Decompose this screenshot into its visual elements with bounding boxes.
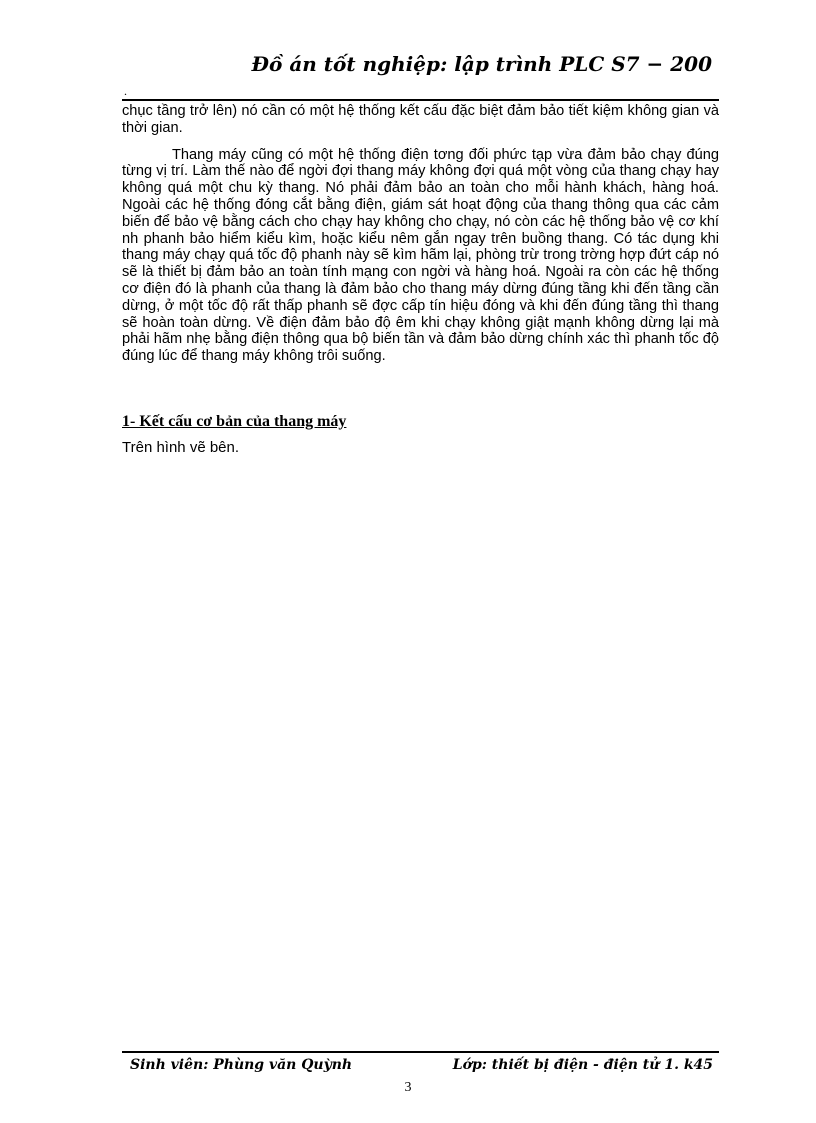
header-title: Đồ án tốt nghiệp: lập trình PLC S7 − 200 [251, 52, 712, 76]
section-heading: 1- Kết cấu cơ bản của thang máy [122, 413, 347, 430]
footer-student: Sinh viên: Phùng văn Quỳnh [130, 1057, 353, 1073]
header-dot: . [124, 84, 127, 98]
footer-rule [122, 1051, 719, 1053]
paragraph-2: Thang máy cũng có một hệ thống điện tơng đối phức tạp vừa đảm bảo chạy đúng từng vị trí. Làm thế nào để ngời đợi thang máy không đợi quá một vòng của thang chạy hay không quá một chu kỳ thang. Nó phải đảm bảo an toàn cho mỗi hành khách, hàng hoá. Ngoài các hệ thống đóng cắt bằng điện, giám sát hoạt động của thang thông qua các cảm biến để bảo vệ bằng cách cho chạy hay không cho chạy, nó còn các hệ thống bảo vệ cơ khí nh phanh bảo hiểm kiểu kìm, hoặc kiểu nêm gắn ngay trên buồng thang. Có tác dụng khi thang máy chạy quá tốc độ phanh này sẽ kìm hãm lại, phòng trừ trong trờng hợp đứt cáp nó sẽ là thiết bị đảm bảo an toàn tính mạng con ngời và hàng hoá. Ngoài ra còn các hệ thống cơ điện đó là phanh của thang là đảm bảo cho thang máy dừng đúng tầng khi đến tầng cần dừng, ở một tốc độ rất thấp phanh sẽ đợc cấp tín hiệu đóng và khi đến đúng tầng thì thang sẽ hoàn toàn dừng. Về điện đảm bảo độ êm khi chạy không giật mạnh không dừng lại mà phải hãm nhẹ bằng điện thông qua bộ biến tần và đảm bảo dừng chính xác thì phanh tốc độ đúng lúc để thang máy không trôi suống. [122, 146, 719, 365]
header-rule [122, 99, 719, 101]
paragraph-1: chục tầng trở lên) nó cần có một hệ thống kết cấu đặc biệt đảm bảo tiết kiệm không gian và thời gian. [122, 103, 719, 136]
body-text [122, 103, 719, 365]
footer-class: Lớp: thiết bị điện - điện tử 1. k45 [452, 1057, 713, 1073]
intro-line: Trên hình vẽ bên. [122, 439, 240, 456]
page-number: 3 [404, 1080, 412, 1095]
